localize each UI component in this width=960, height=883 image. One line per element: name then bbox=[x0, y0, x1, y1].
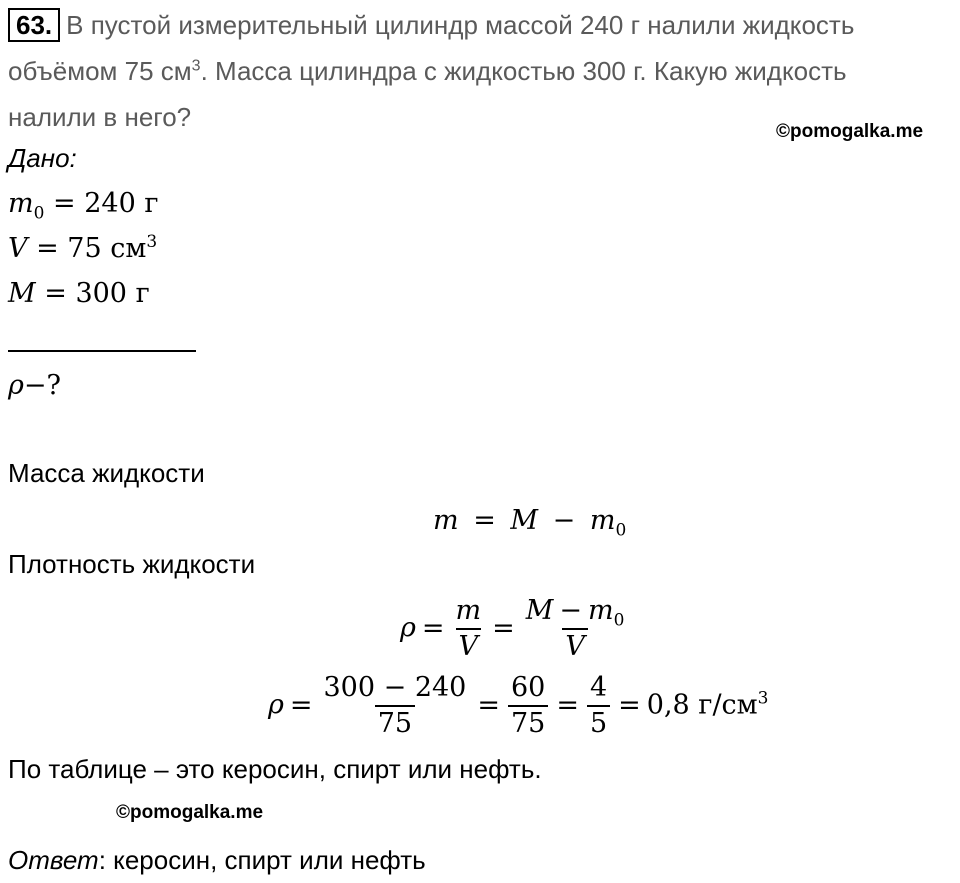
fraction-M-minus-m0-over-v: $\frac{M - m_0}{V}$ bbox=[525, 595, 625, 662]
density-label: Плотность жидкости bbox=[8, 549, 256, 579]
table-note: По таблице – это керосин, спирт или нефть. bbox=[8, 754, 542, 784]
problem-statement bbox=[8, 2, 958, 140]
given-volume: V = 75 $см^3$ bbox=[8, 232, 158, 264]
fraction-60-over-75: $\frac{60}{75}$ bbox=[508, 671, 548, 741]
mass-label: Масса жидкости bbox=[8, 458, 205, 488]
problem-line-2: объёмом 75 $см^3$. Масса цилиндра с жидкостью 300 г. Какую жидкость bbox=[8, 56, 847, 86]
fraction-300-minus-240-over-75: $\frac{300 - 240}{75}$ bbox=[323, 672, 467, 739]
fraction-4-over-5: $\frac{4}{5}$ bbox=[587, 671, 610, 741]
problem-line-1: 63. В пустой измерительный цилиндр массой 240 г налили жидкость bbox=[8, 2, 958, 48]
watermark-bottom: ©pomogalka.me bbox=[116, 802, 264, 823]
problem-number: 63. bbox=[8, 8, 60, 42]
find-density: ρ−? bbox=[8, 370, 61, 401]
given-divider bbox=[8, 350, 196, 352]
density-result: 0,8 г/см bbox=[646, 689, 758, 721]
given-title: Дано: bbox=[8, 143, 77, 173]
watermark-top: ©pomogalka.me bbox=[776, 121, 924, 142]
density-formula: ρ = $\frac{m}{V}$ = $\frac{M - m_0}{V}$ bbox=[400, 594, 629, 664]
given-total-mass: M = 300 г bbox=[8, 278, 150, 309]
density-calculation: ρ = $\frac{300 - 240}{75}$ = $\frac{60}{75}$ = $\frac{4}{5}$ = 0,8 $г/см^3$ bbox=[268, 672, 769, 739]
mass-formula: $m = M - m_0$ bbox=[433, 505, 627, 541]
problem-line-3: налили в него? bbox=[8, 102, 192, 132]
answer-label: Ответ bbox=[8, 845, 99, 875]
answer-text: : керосин, спирт или нефть bbox=[98, 845, 426, 875]
fraction-m-over-v: $\frac{m}{V}$ bbox=[455, 595, 482, 662]
answer bbox=[8, 845, 426, 876]
given-m0: $m_0 = 240$ г bbox=[8, 188, 159, 224]
